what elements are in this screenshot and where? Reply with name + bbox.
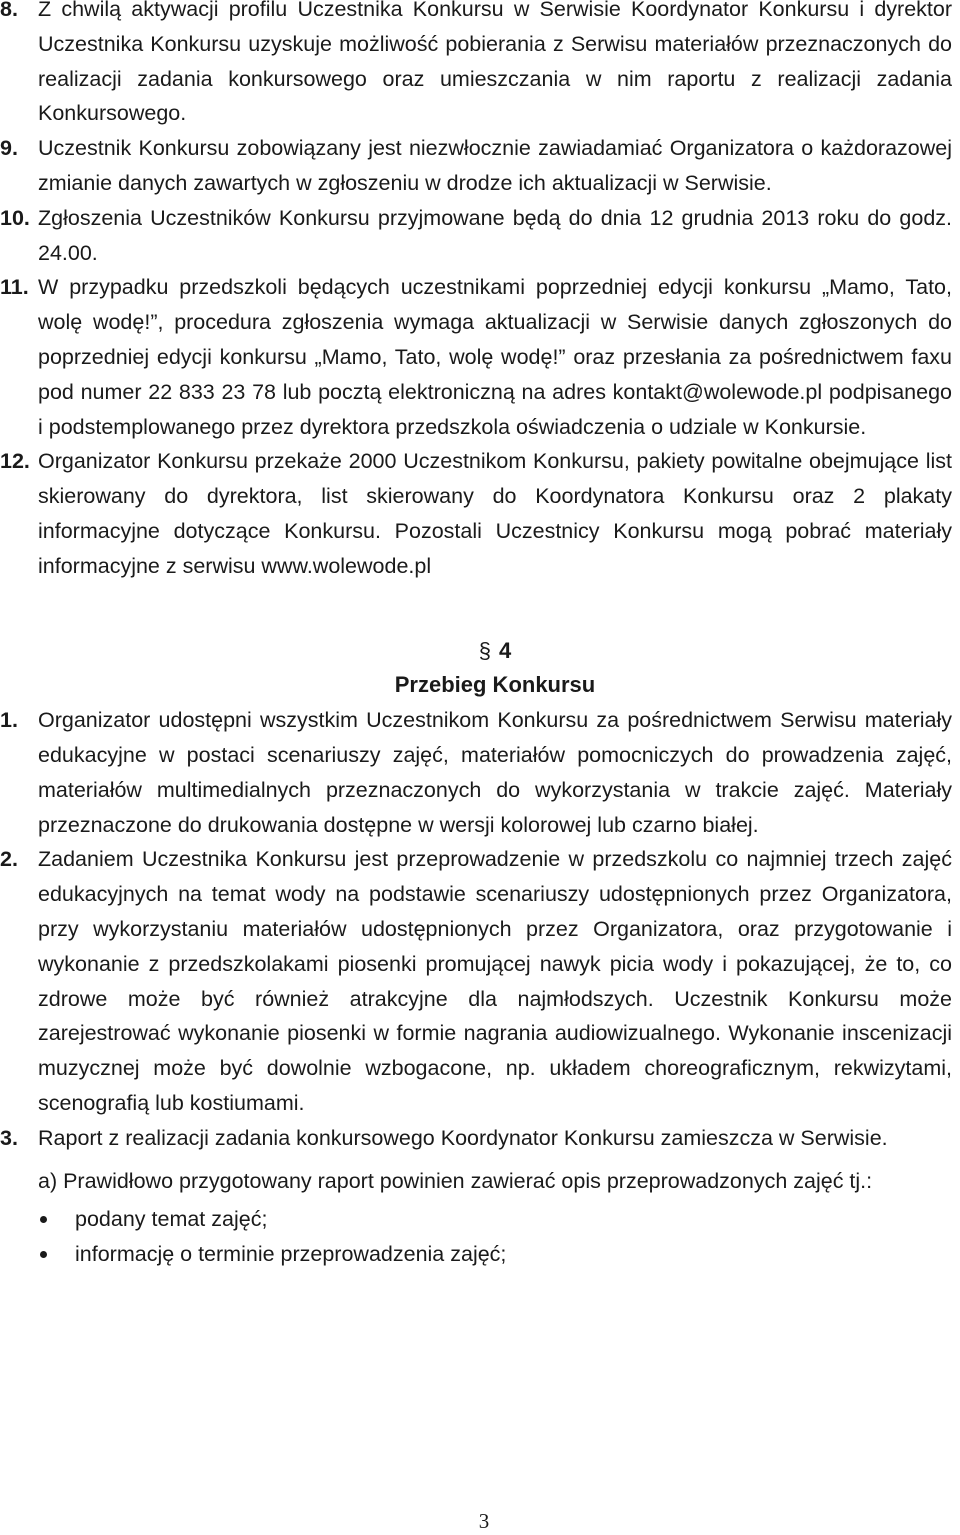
- item-text: Zgłoszenia Uczestników Konkursu przyjmowane będą do dnia 12 grudnia 2013 roku do godz. 24.00.: [38, 205, 952, 265]
- item-number: 2.: [0, 847, 18, 872]
- bullet-text: informację o terminie przeprowadzenia zajęć;: [75, 1242, 507, 1267]
- bullet-item: [0, 1202, 952, 1237]
- section-number-value: 4: [499, 637, 512, 663]
- item-number: 9.: [0, 136, 18, 161]
- item-text: Zadaniem Uczestnika Konkursu jest przeprowadzenie w przedszkolu co najmniej trzech zajęć edukacyjnych na temat wody na podstawie scenariuszy udostępnionych przez Organizatora, przy wykorzystaniu materiałów udostępnionych przez Organizatora, oraz przygotowanie i wykonanie z przedszkolakami piosenki promującej nawyk picia wody i pokazującej, że to, co zdrowe może być również atrakcyjne dla najmłodszych. Uczestnik Konkursu może zarejestrować wykonanie piosenki w formie nagrania audiowizualnego. Wykonanie inscenizacji muzycznej może być dowolnie wzbogacone, np. układem choreograficznym, rekwizytami, scenografią lub kostiumami.: [38, 847, 952, 1115]
- list-item: [0, 1121, 952, 1156]
- list-item: [0, 842, 952, 1120]
- list-item: [0, 201, 952, 271]
- list-item: [0, 131, 952, 201]
- section-number: [0, 634, 952, 669]
- item-text: W przypadku przedszkoli będących uczestnikami poprzedniej edycji konkursu „Mamo, Tato, wolę wodę!”, procedura zgłoszenia wymaga aktualizacji w Serwisie danych zgłoszonych do poprzedniej edycji konkursu „Mamo, Tato, wolę wodę!” oraz przesłania za pośrednictwem faxu pod numer 22 833 23 78 lub pocztą elektroniczną na adres kontakt@wolewode.pl podpisanego i podstemplowanego przez dyrektora przedszkola oświadczenia o udziale w Konkursie.: [38, 275, 952, 439]
- item-number: 1.: [0, 708, 18, 733]
- item-text: Uczestnik Konkursu zobowiązany jest niezwłocznie zawiadamiać Organizatora o każdorazowej zmianie danych zawartych w zgłoszeniu w drodze ich aktualizacji w Serwisie.: [38, 136, 952, 195]
- list-item: [0, 0, 952, 131]
- section-title: Przebieg Konkursu: [394, 672, 596, 698]
- item-text: Organizator Konkursu przekaże 2000 Uczestnikom Konkursu, pakiety powitalne obejmujące list skierowany do dyrektora, list skierowany do Koordynatora Konkursu oraz 2 plakaty informacyjne dotyczące Konkursu. Pozostali Uczestnicy Konkursu mogą pobrać materiały informacyjne z serwisu www.wolewode.pl: [38, 449, 952, 578]
- item-text: Raport z realizacji zadania konkursowego Koordynator Konkursu zamieszcza w Serwisie.: [38, 1125, 888, 1150]
- item-number: 8.: [0, 0, 18, 21]
- list-item: [0, 270, 952, 444]
- page-number: 3: [478, 1509, 490, 1533]
- section-sign: §: [478, 637, 491, 663]
- bullet-icon: [40, 1251, 47, 1258]
- item-text: Organizator udostępni wszystkim Uczestnikom Konkursu za pośrednictwem Serwisu materiały edukacyjne w postaci scenariuszy zajęć, materiałów pomocniczych do prowadzenia zajęć, materiałów multimedialnych przeznaczonych do wykorzystania w trakcie zajęć. Materiały przeznaczone do drukowania dostępne w wersji kolorowej lub czarno białej.: [38, 708, 952, 837]
- list-item: [0, 444, 952, 583]
- item-number: 3.: [0, 1125, 18, 1150]
- item-number: 12.: [0, 449, 30, 474]
- section-spacer: [0, 584, 952, 634]
- bullet-item: [0, 1237, 952, 1272]
- bullet-icon: [40, 1216, 47, 1223]
- item-number: 11.: [0, 275, 29, 300]
- bullet-list: [0, 1202, 952, 1272]
- item-text: Z chwilą aktywacji profilu Uczestnika Konkursu w Serwisie Koordynator Konkursu i dyrektor Uczestnika Konkursu uzyskuje możliwość pobierania z Serwisu materiałów przeznaczonych do realizacji zadania konkursowego oraz umieszczania w nim raportu z realizacji zadania Konkursowego.: [38, 0, 952, 126]
- bullet-text: podany temat zajęć;: [75, 1207, 268, 1232]
- item-number: 10.: [0, 205, 30, 230]
- list-item: [0, 703, 952, 842]
- subparagraph-a: a) Prawidłowo przygotowany raport powinien zawierać opis przeprowadzonych zajęć tj.:: [38, 1168, 873, 1193]
